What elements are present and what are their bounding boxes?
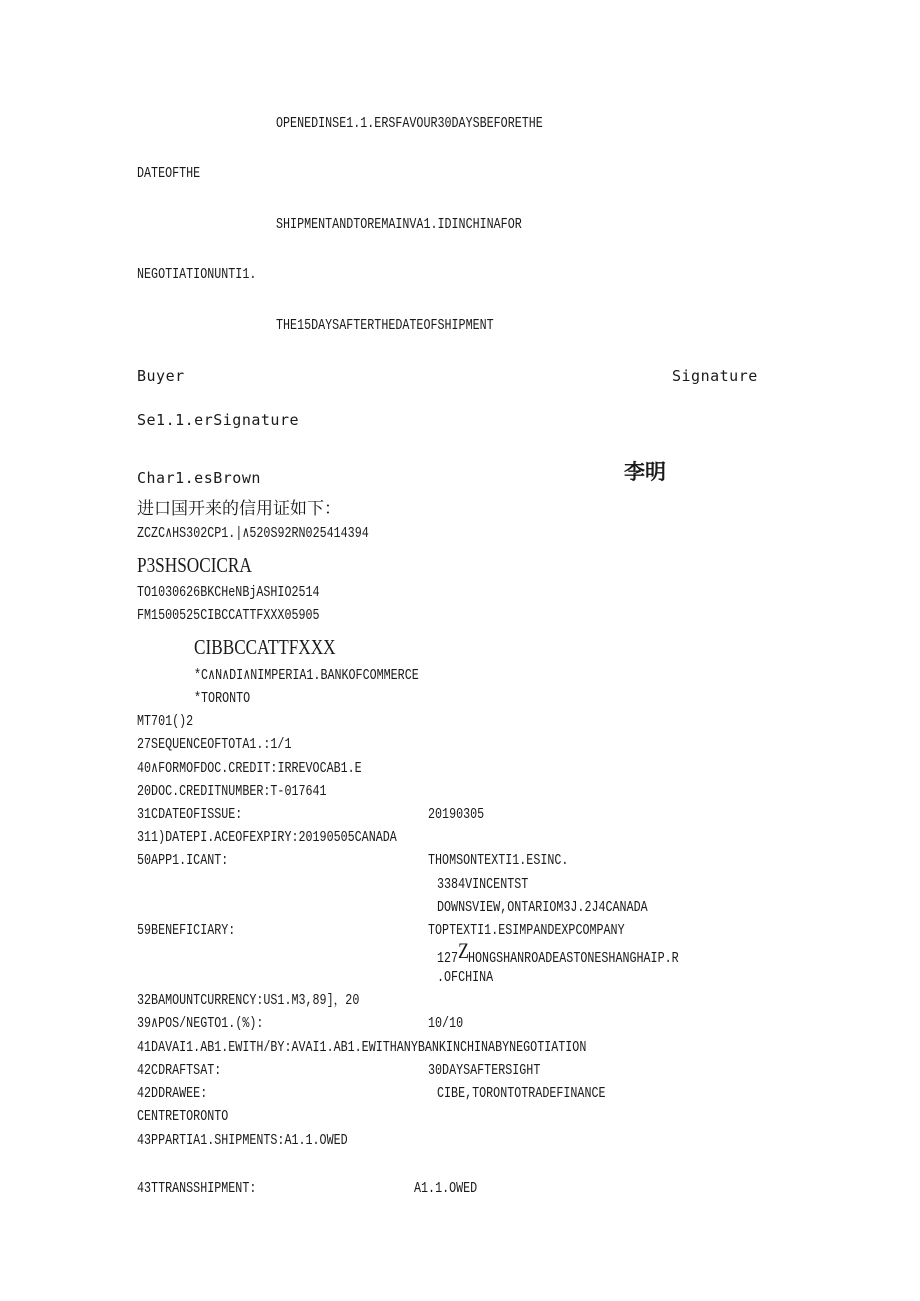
header-line-4: NEGOTIATIONUNTI1. [137,266,257,283]
lc-line: P3SHSOCICRA [137,553,252,577]
field-value: THOMSONTEXTI1.ESINC. [428,852,569,869]
address-rest: HONGSHANROADEASTONESHANGHAIP.R [468,950,680,967]
field-label: 42CDRAFTSAT: [137,1062,222,1079]
field-value: CIBE,TORONTOTRADEFINANCE [437,1085,606,1102]
lc-sender-bank: *C∧N∧DI∧NIMPERIA1.BANKOFCOMMERCE [194,667,419,684]
field-label: 31CDATEOFISSUE: [137,806,243,823]
header-line-2: DATEOFTHE [137,165,201,182]
lc-line: FM1500525CIBCCATTFXXX05905 [137,607,320,624]
field-value: 30DAYSAFTERSIGHT [428,1062,541,1079]
address-initial: Z [458,938,470,963]
field-value: DOWNSVIEW,ONTARIOM3J.2J4CANADA [437,899,648,916]
lc-line: 20DOC.CREDITNUMBER:T-017641 [137,783,327,800]
field-value-address [437,938,739,967]
field-value: 20190305 [428,806,485,823]
field-label: 43TTRANSSHIPMENT: [137,1180,257,1197]
field-value: A1.1.OWED [414,1180,478,1197]
lc-sender-city: *TORONTO [194,690,251,707]
buyer-label: Buyer [137,367,185,385]
field-value: 10/10 [428,1015,464,1032]
lc-line: MT701()2 [137,713,194,730]
field-label: 39∧POS/NEGTO1.(%): [137,1015,264,1032]
header-line-3: SHIPMENTANDTOREMAINVA1.IDINCHINAFOR [276,216,522,233]
field-value: .OFCHINA [437,969,494,986]
address-number: 127 [437,950,459,967]
lc-line: 311)DATEPI.ACEOFEXPIRY:20190505CANADA [137,829,397,846]
lc-line: CENTRETORONTO [137,1108,229,1125]
field-label: 50APP1.ICANT: [137,852,229,869]
lc-sender-bic: CIBBCCATTFXXX [194,635,336,659]
lc-line: 41DAVAI1.AB1.EWITH/BY:AVAI1.AB1.EWITHANYBANKINCHINABYNEGOTIATION [137,1039,587,1056]
field-label: 42DDRAWEE: [137,1085,208,1102]
header-line-1: OPENEDINSE1.1.ERSFAVOUR30DAYSBEFORETHE [276,115,543,132]
lc-intro: 进口国开来的信用证如下： [137,499,341,519]
signature-label: Signature [672,367,758,385]
header-line-5: THE15DAYSAFTERTHEDATEOFSHIPMENT [276,317,494,334]
lc-line: TO1030626BKCHeNBjASHIO2514 [137,584,320,601]
field-label: 59BENEFICIARY: [137,922,236,939]
lc-line: 43PPARTIA1.SHIPMENTS:A1.1.OWED [137,1132,348,1149]
seller-signature-label: Se1.1.erSignature [137,411,300,429]
field-value: TOPTEXTI1.ESIMPANDEXPCOMPANY [428,922,625,939]
seller-name: Char1.esBrown [137,469,261,487]
chinese-signature: 李明 [624,460,666,484]
field-value: 3384VINCENTST [437,876,529,893]
lc-line: 32BAMOUNTCURRENCY:US1.M3,89]，20 [137,992,360,1009]
lc-line: 40∧FORMOFDOC.CREDIT:IRREVOCAB1.E [137,760,362,777]
lc-line: 27SEQUENCEOFTOTA1.:1/1 [137,736,292,753]
lc-line: ZCZC∧HS302CP1.|∧520S92RN025414394 [137,525,369,542]
